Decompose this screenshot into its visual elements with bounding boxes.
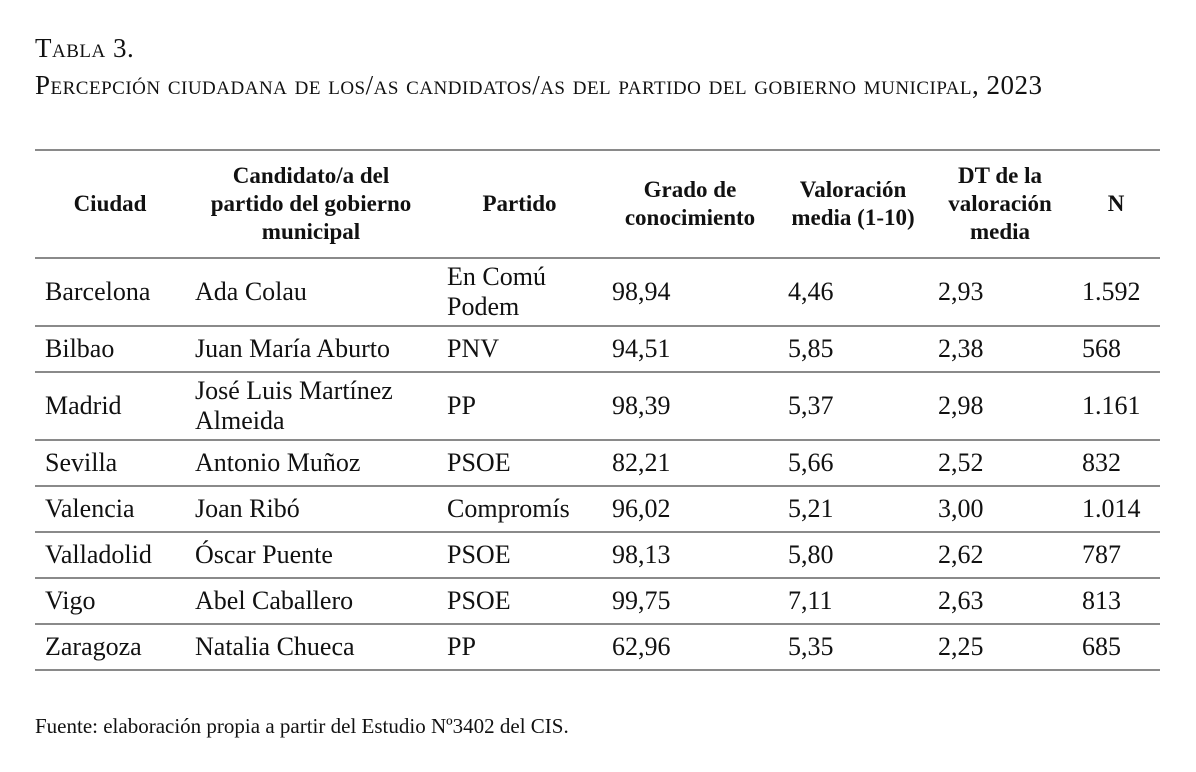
column-header: Valoración media (1-10) xyxy=(778,150,928,258)
table-row xyxy=(35,372,1160,440)
table-cell: 2,38 xyxy=(928,326,1072,372)
table-cell: 568 xyxy=(1072,326,1160,372)
table-cell: 2,25 xyxy=(928,624,1072,670)
source-note: Fuente: elaboración propia a partir del Estudio Nº3402 del CIS. xyxy=(35,714,569,738)
table-cell: Natalia Chueca xyxy=(185,624,437,670)
table-row xyxy=(35,258,1160,326)
table-row xyxy=(35,624,1160,670)
table-cell: Valencia xyxy=(35,486,185,532)
table-caption xyxy=(35,30,1160,104)
table-cell: 1.014 xyxy=(1072,486,1160,532)
column-header: Candidato/a del partido del gobierno municipal xyxy=(185,150,437,258)
table-cell: 685 xyxy=(1072,624,1160,670)
table-cell: PSOE xyxy=(437,440,602,486)
column-header: Ciudad xyxy=(35,150,185,258)
table-cell: 2,98 xyxy=(928,372,1072,440)
table-cell: Joan Ribó xyxy=(185,486,437,532)
table-row xyxy=(35,486,1160,532)
table-cell: 2,93 xyxy=(928,258,1072,326)
table-cell: 5,80 xyxy=(778,532,928,578)
table-cell: José Luis Martínez Almeida xyxy=(185,372,437,440)
table-cell: 813 xyxy=(1072,578,1160,624)
column-header: DT de la valoración media xyxy=(928,150,1072,258)
table-cell: PP xyxy=(437,372,602,440)
table-cell: Óscar Puente xyxy=(185,532,437,578)
column-header: Grado de conocimiento xyxy=(602,150,778,258)
table-cell: Sevilla xyxy=(35,440,185,486)
table-cell: 5,85 xyxy=(778,326,928,372)
table-cell: 5,66 xyxy=(778,440,928,486)
table-cell: Juan María Aburto xyxy=(185,326,437,372)
table-cell: 1.161 xyxy=(1072,372,1160,440)
table-cell: 96,02 xyxy=(602,486,778,532)
table-label: Tabla 3. xyxy=(35,33,135,63)
table-row xyxy=(35,326,1160,372)
table-cell: Barcelona xyxy=(35,258,185,326)
table-cell: 832 xyxy=(1072,440,1160,486)
table-cell: 5,21 xyxy=(778,486,928,532)
table-cell: 62,96 xyxy=(602,624,778,670)
table-cell: 2,62 xyxy=(928,532,1072,578)
table-cell: Ada Colau xyxy=(185,258,437,326)
table-cell: 98,94 xyxy=(602,258,778,326)
table-cell: 82,21 xyxy=(602,440,778,486)
header-row xyxy=(35,150,1160,258)
table-cell: 2,52 xyxy=(928,440,1072,486)
column-header: N xyxy=(1072,150,1160,258)
table-cell: Valladolid xyxy=(35,532,185,578)
table-cell: 98,13 xyxy=(602,532,778,578)
table-cell: 3,00 xyxy=(928,486,1072,532)
table-cell: En Comú Podem xyxy=(437,258,602,326)
table-cell: Compromís xyxy=(437,486,602,532)
table-cell: 7,11 xyxy=(778,578,928,624)
table-cell: 99,75 xyxy=(602,578,778,624)
data-table xyxy=(35,149,1160,671)
column-header: Partido xyxy=(437,150,602,258)
table-cell: 98,39 xyxy=(602,372,778,440)
table-cell: 5,37 xyxy=(778,372,928,440)
table-cell: Antonio Muñoz xyxy=(185,440,437,486)
table-cell: Bilbao xyxy=(35,326,185,372)
table-title: Percepción ciudadana de los/as candidatos/as del partido del gobierno municipal, 2023 xyxy=(35,70,1043,100)
table-cell: 5,35 xyxy=(778,624,928,670)
table-cell: 1.592 xyxy=(1072,258,1160,326)
table-cell: PNV xyxy=(437,326,602,372)
table-cell: Abel Caballero xyxy=(185,578,437,624)
table-cell: 2,63 xyxy=(928,578,1072,624)
table-row xyxy=(35,578,1160,624)
table-row xyxy=(35,440,1160,486)
table-cell: Zaragoza xyxy=(35,624,185,670)
table-row xyxy=(35,532,1160,578)
table-cell: Madrid xyxy=(35,372,185,440)
table-cell: PSOE xyxy=(437,532,602,578)
table-cell: PP xyxy=(437,624,602,670)
table-cell: 94,51 xyxy=(602,326,778,372)
table-cell: PSOE xyxy=(437,578,602,624)
table-cell: 787 xyxy=(1072,532,1160,578)
table-cell: Vigo xyxy=(35,578,185,624)
table-cell: 4,46 xyxy=(778,258,928,326)
